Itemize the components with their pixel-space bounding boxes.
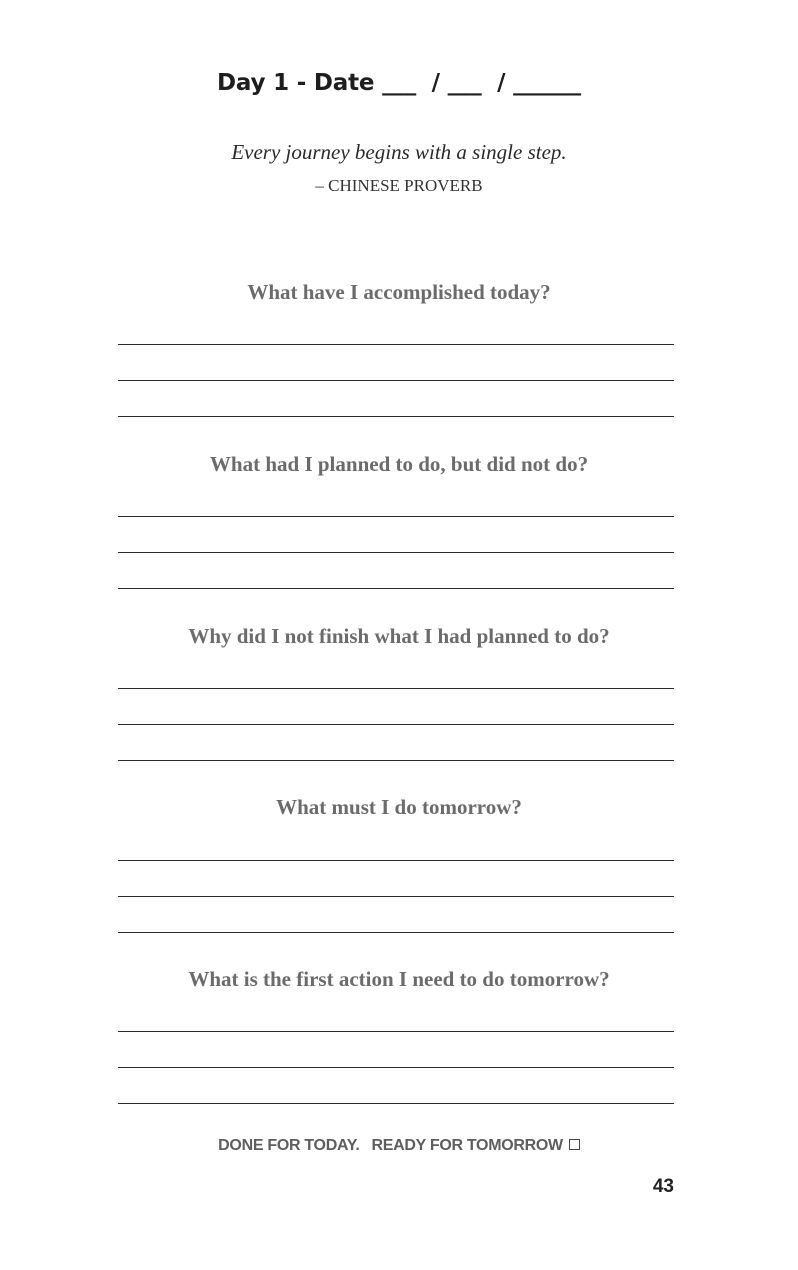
- quote-text: Every journey begins with a single step.: [231, 140, 567, 164]
- question-label: What is the first action I need to do tomorrow?: [188, 967, 610, 991]
- answer-line[interactable]: [118, 932, 674, 933]
- checkbox-icon[interactable]: [569, 1139, 580, 1150]
- question-label: What must I do tomorrow?: [276, 795, 522, 819]
- answer-line[interactable]: [118, 860, 674, 861]
- answer-line[interactable]: [118, 724, 674, 725]
- answer-line[interactable]: [118, 1031, 674, 1032]
- footer-status: [0, 1137, 798, 1155]
- answer-line[interactable]: [118, 416, 674, 417]
- answer-line[interactable]: [118, 1067, 674, 1068]
- answer-line[interactable]: [118, 896, 674, 897]
- answer-line[interactable]: [118, 344, 674, 345]
- page-title: Day 1 - Date ___ / ___ / ______: [217, 70, 581, 96]
- answer-line[interactable]: [118, 516, 674, 517]
- answer-line[interactable]: [118, 588, 674, 589]
- answer-line[interactable]: [118, 760, 674, 761]
- answer-line[interactable]: [118, 380, 674, 381]
- question-label: What have I accomplished today?: [247, 280, 551, 304]
- done-label: DONE FOR TODAY.: [218, 1137, 360, 1154]
- question-label: Why did I not finish what I had planned to do?: [188, 624, 610, 648]
- answer-line[interactable]: [118, 1103, 674, 1104]
- answer-line[interactable]: [118, 688, 674, 689]
- quote-attribution: – CHINESE PROVERB: [315, 176, 483, 195]
- answer-line[interactable]: [118, 552, 674, 553]
- question-label: What had I planned to do, but did not do?: [209, 452, 589, 476]
- ready-label: READY FOR TOMORROW: [371, 1137, 563, 1154]
- page-number: 43: [652, 1176, 674, 1197]
